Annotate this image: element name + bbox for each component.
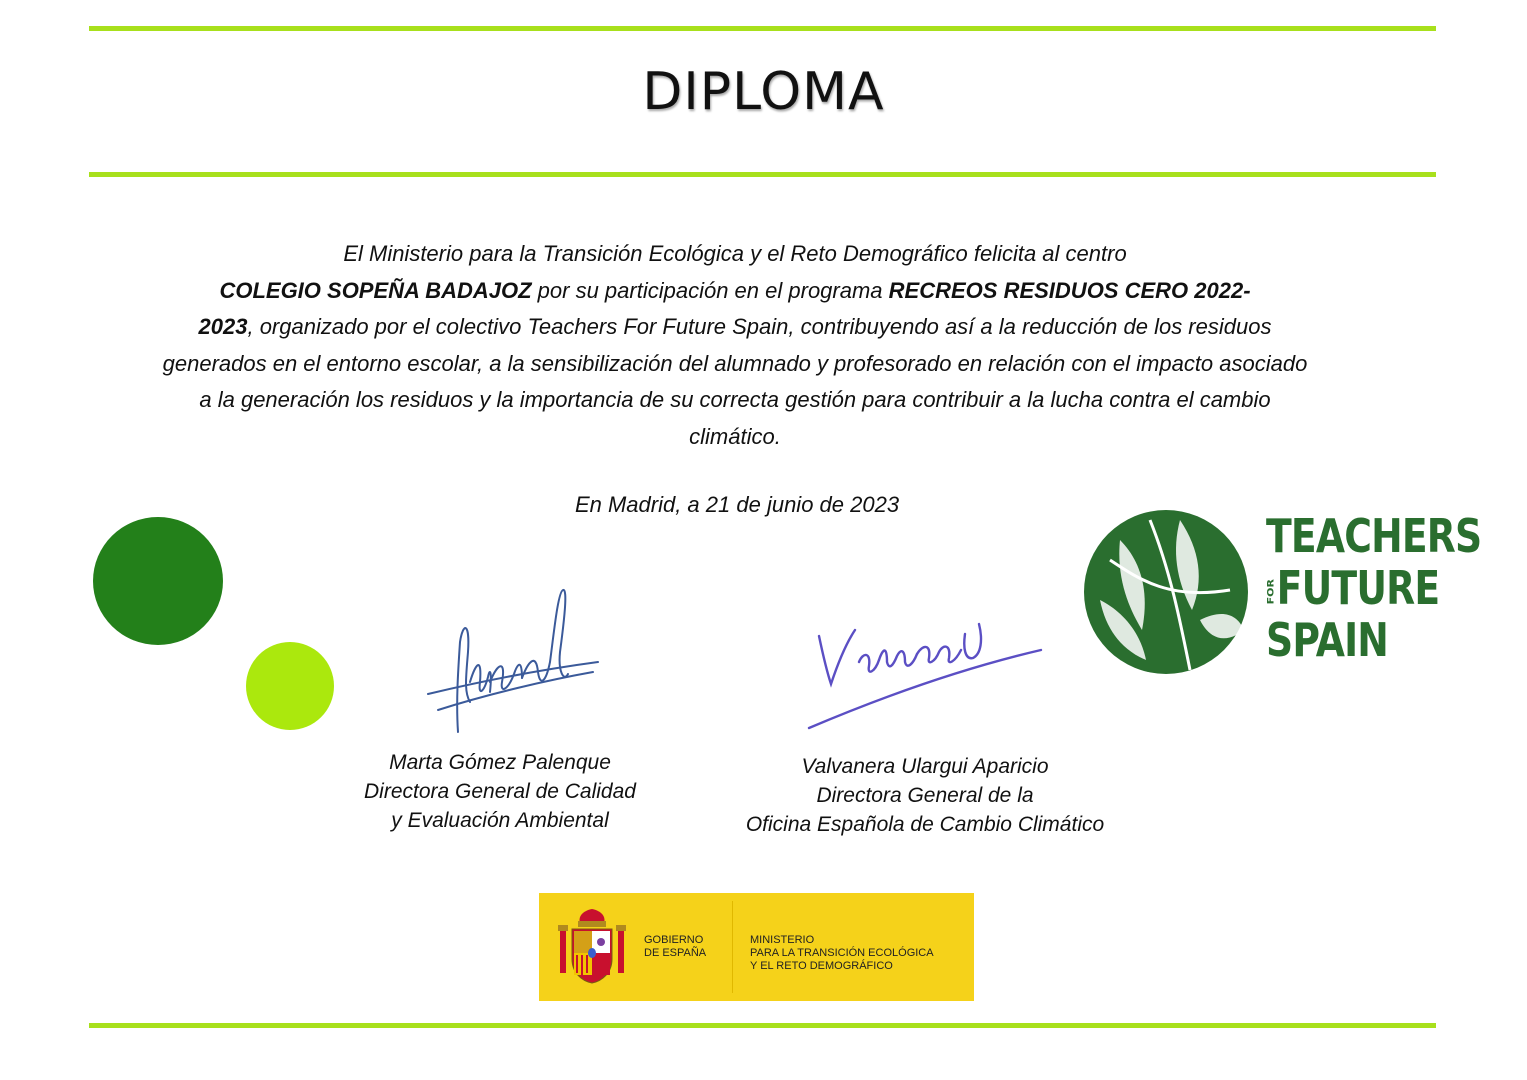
leaf-globe-icon	[1080, 500, 1255, 680]
ministry-line3: Y EL RETO DEMOGRÁFICO	[750, 960, 893, 972]
signatory-2	[725, 752, 1125, 839]
dark-green-circle	[93, 517, 223, 645]
banner-divider	[732, 901, 733, 993]
ministry-line1: MINISTERIO	[750, 934, 815, 946]
logo-word-for: FOR	[1265, 578, 1276, 605]
body-rest: , organizado por el colectivo Teachers For Future Spain, contribuyendo así a la reducción de los residuos generados en el entorno escolar, a la sensibilización del alumnado y profesorado en relación con el impacto asociado a la generación los residuos y la importancia de su correcta gestión para contribuir a la lucha contra el cambio climático.	[162, 314, 1308, 449]
gov-name	[644, 934, 706, 960]
program-name-part2: 2023	[198, 314, 248, 339]
signatory-1-role-line1: Directora General de Calidad	[364, 780, 636, 803]
ministry-line2: PARA LA TRANSICIÓN ECOLÓGICA	[750, 947, 934, 959]
teachers-for-future-wordmark	[1266, 510, 1481, 666]
gov-name-line1: GOBIERNO	[644, 934, 704, 946]
signatory-1-role-line2: y Evaluación Ambiental	[391, 809, 609, 832]
body-intro: El Ministerio para la Transición Ecológica y el Reto Demográfico felicita al centro	[343, 241, 1127, 266]
light-green-circle	[246, 642, 334, 730]
government-banner	[539, 893, 974, 1001]
ministry-name	[750, 934, 934, 973]
logo-word-teachers: TEACHERS	[1266, 509, 1482, 563]
signatory-2-role-line1: Directora General de la	[816, 784, 1034, 807]
body-participation: por su participación en el programa	[531, 277, 889, 303]
gov-name-line2: DE ESPAÑA	[644, 947, 707, 959]
logo-word-future: FUTURE	[1276, 561, 1440, 615]
signatory-1-name: Marta Gómez Palenque	[389, 751, 611, 774]
teachers-for-future-logo	[1080, 500, 1482, 680]
signatory-2-name: Valvanera Ulargui Aparicio	[801, 755, 1049, 778]
signatory-1	[340, 748, 660, 835]
diploma-title: DIPLOMA	[642, 62, 885, 122]
diploma-body	[160, 236, 1310, 455]
bottom-rule	[89, 1023, 1436, 1028]
title-rule	[89, 172, 1436, 177]
coat-of-arms-icon	[556, 907, 628, 987]
school-name: COLEGIO SOPEÑA BADAJOZ	[219, 277, 532, 303]
logo-word-spain: SPAIN	[1266, 613, 1389, 667]
signature-1-image	[418, 582, 608, 752]
top-rule	[89, 26, 1436, 31]
issue-date: En Madrid, a 21 de junio de 2023	[574, 492, 900, 517]
signature-2-image	[805, 600, 1045, 740]
signatory-2-role-line2: Oficina Española de Cambio Climático	[745, 813, 1105, 836]
program-name-part1: RECREOS RESIDUOS CERO 2022-	[888, 277, 1251, 303]
